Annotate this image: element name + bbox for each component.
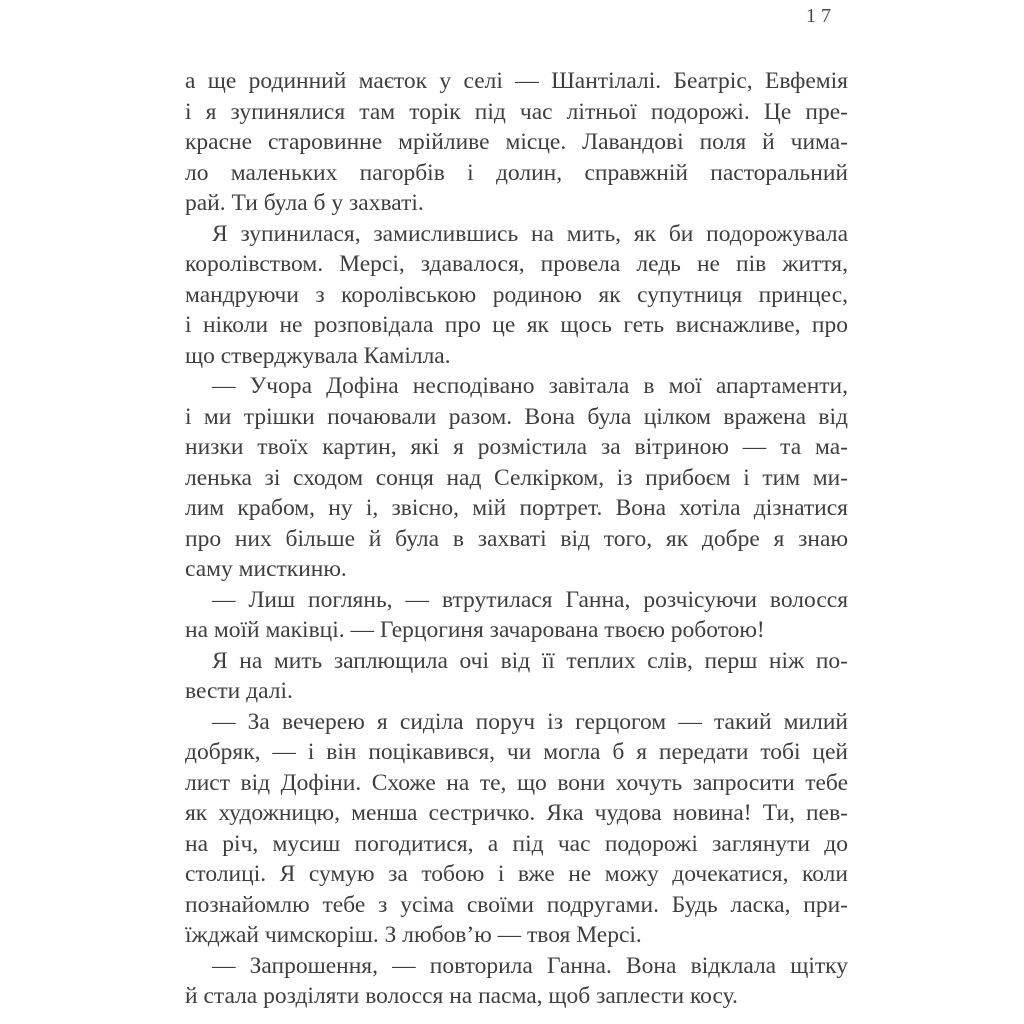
paragraph (185, 646, 848, 707)
text-line: і ніколи не розповідала про це як щось геть виснажливе, про (185, 312, 848, 338)
text-line: рай. Ти була б у захваті. (185, 190, 424, 216)
text-line: ло маленьких пагорбів і долин, справжній пасторальний (185, 159, 848, 186)
text-line: і ми трішки почаювали разом. Вона була цілком вражена від (185, 403, 848, 430)
text-line: мандруючи з королівською родиною як супутниця принцес, (185, 281, 848, 308)
text-line: на моїй маківці. — Герцогиня зачарована твоєю роботою! (185, 617, 765, 643)
text-line: красне старовинне мрійливе місце. Лавандові поля й чима- (185, 129, 848, 155)
text-line: про них більше й була в захваті від того, як добре я знаю (185, 525, 848, 552)
text-line: королівством. Мерсі, здавалося, провела ледь не пів життя, (185, 251, 848, 277)
text-line: їжджай чимскоріш. З любов’ю — твоя Мерсі. (185, 922, 642, 948)
text-line: лим крабом, ну і, звісно, мій портрет. Вона хотіла дізнатися (185, 495, 848, 521)
text-line: лист від Дофіни. Схоже на те, що вони хочуть запросити тебе (185, 769, 848, 796)
text-line: добряк, — і він поцікавився, чи могла б я передати тобі цей (185, 739, 848, 765)
page-text (185, 66, 848, 1012)
text-line: вести далі. (185, 678, 293, 704)
text-line: низки твоїх картин, які я розмістила за вітриною — та ма- (185, 434, 848, 460)
text-line: ленька зі сходом сонця над Селкірком, із прибоєм і тим ми- (185, 464, 848, 491)
text-line: — За вечерею я сиділа поруч із герцогом — такий милий (212, 708, 848, 735)
text-line: на річ, мусиш погодитися, а під час подорожі заглянути до (185, 830, 848, 857)
text-line: — Запрошення, — повторила Ганна. Вона відклала щітку (212, 952, 848, 979)
paragraph (185, 951, 848, 1012)
text-line: познайомлю тебе з усіма своїми подругами. Будь ласка, при- (185, 891, 848, 918)
paragraph (185, 66, 848, 219)
text-line: й стала розділяти волосся на пасма, щоб заплести косу. (185, 983, 738, 1009)
paragraph (185, 371, 848, 585)
paragraph (185, 707, 848, 951)
text-line: — Лиш поглянь, — втрутилася Ганна, розчісуючи волосся (212, 586, 848, 613)
text-line: а ще родинний маєток у селі — Шантілалі. Беатріс, Евфемія (185, 68, 848, 94)
text-line: — Учора Дофіна несподівано завітала в мої апартаменти, (212, 373, 848, 399)
paragraph (185, 585, 848, 646)
text-line: саму мисткиню. (185, 556, 347, 582)
text-line: Я зупинилася, замислившись на мить, як би подорожувала (212, 220, 848, 247)
text-line: столиці. Я сумую за тобою і вже не можу дочекатися, коли (185, 861, 848, 887)
text-line: Я на мить заплющила очі від її теплих слів, перш ніж по- (212, 647, 848, 674)
paragraph (185, 219, 848, 372)
text-line: що стверджувала Камілла. (185, 342, 451, 369)
page-number: 17 (806, 5, 836, 27)
text-line: і я зупинялися там торік під час літньої подорожі. Це пре- (185, 98, 848, 125)
text-line: як художницю, менша сестричко. Яка чудова новина! Ти, пев- (185, 800, 848, 826)
